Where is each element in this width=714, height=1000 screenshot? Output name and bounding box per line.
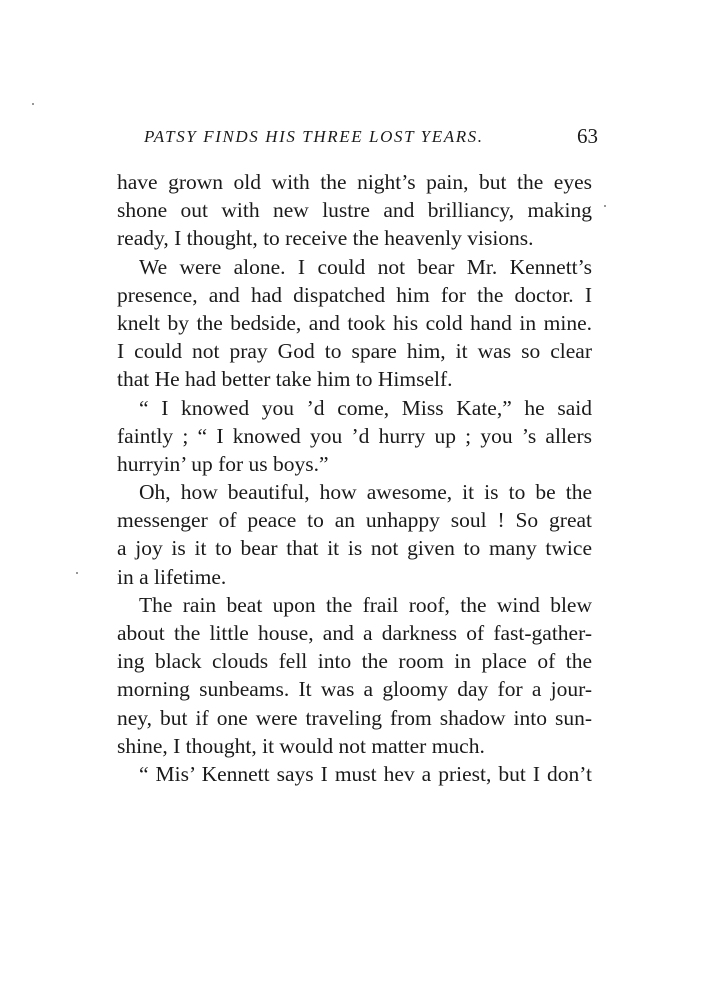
text-line: messenger of peace to an unhappy soul ! So great — [117, 508, 592, 533]
running-title: PATSY FINDS HIS THREE LOST YEARS. — [144, 127, 484, 146]
text-line: “ I knowed you ’d come, Miss Kate,” he said — [139, 395, 592, 420]
running-head — [144, 124, 598, 155]
text-line: I could not pray God to spare him, it was so clear — [117, 339, 592, 364]
paper-speck — [76, 572, 78, 574]
text-line: presence, and had dispatched him for the doctor. I — [117, 282, 592, 307]
text-line: ready, I thought, to receive the heavenly visions. — [117, 226, 534, 251]
page-number: 63 — [577, 124, 598, 148]
text-line: We were alone. I could not bear Mr. Kennett’s — [139, 254, 592, 279]
text-line: a joy is it to bear that it is not given to many twice — [117, 536, 592, 561]
paper-speck — [32, 103, 34, 105]
text-line: knelt by the bedside, and took his cold hand in mine. — [117, 310, 592, 335]
text-line: that He had better take him to Himself. — [117, 367, 453, 392]
text-line: Oh, how beautiful, how awesome, it is to be the — [139, 480, 592, 505]
text-line: in a lifetime. — [117, 564, 227, 589]
text-line: shone out with new lustre and brilliancy, making — [117, 198, 592, 223]
text-line: have grown old with the night’s pain, but the eyes — [117, 170, 592, 194]
paper-speck — [604, 205, 606, 207]
text-line: about the little house, and a darkness of fast-gather- — [117, 621, 592, 645]
text-line: shine, I thought, it would not matter much. — [117, 733, 485, 758]
text-line: faintly ; “ I knowed you ’d hurry up ; you ’s allers — [117, 423, 592, 448]
text-line: morning sunbeams. It was a gloomy day for a jour- — [117, 677, 592, 702]
text-line: The rain beat upon the frail roof, the wind blew — [139, 592, 592, 617]
text-line: ing black clouds fell into the room in place of the — [117, 649, 592, 674]
body-text — [117, 168, 592, 788]
text-line: “ Mis’ Kennett says I must hev a priest, but I don’t — [139, 761, 592, 786]
text-line: ney, but if one were traveling from shadow into sun- — [117, 705, 592, 730]
text-line: hurryin’ up for us boys.” — [117, 451, 329, 476]
